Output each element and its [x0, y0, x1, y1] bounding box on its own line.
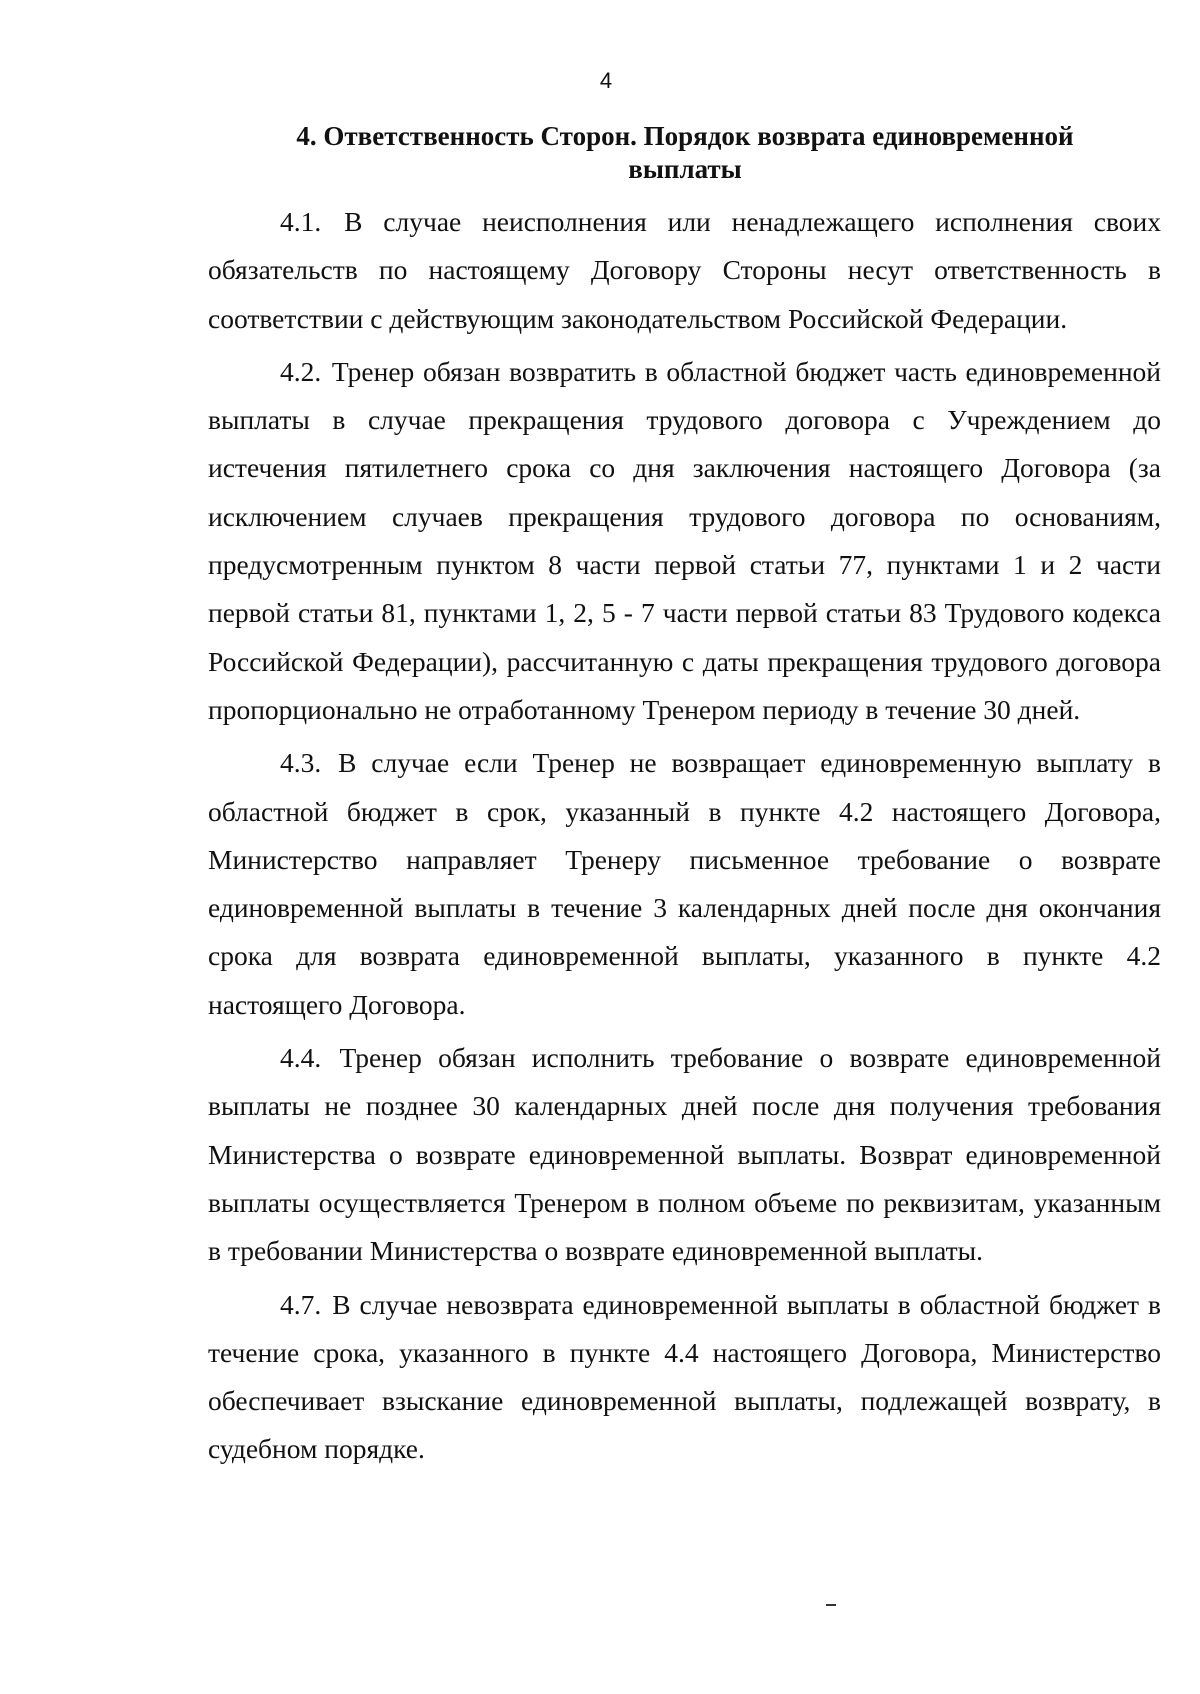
paragraph-4-1: [208, 198, 1161, 343]
paragraph-number: 4.3.: [280, 747, 322, 779]
paragraph-text: В случае если Тренер не возвращает единовременную выплату в областной бюджет в срок, указанный в пункте 4.2 настоящего Договора, Министерство направляет Тренеру письменное требование о возврате единовременной выплаты в течение 3 календарных дней после дня окончания срока для возврата единовременной выплаты, указанного в пункте 4.2 настоящего Договора.: [208, 747, 1162, 1020]
paragraph-4-7: [208, 1281, 1161, 1474]
paragraph-number: 4.2.: [280, 355, 322, 387]
document-body: [208, 198, 1161, 1479]
paragraph-text: Тренер обязан исполнить требование о возврате единовременной выплаты не позднее 30 календарных дней после дня получения требования Министерства о возврате единовременной выплаты. Возврат единовременной выплаты осуществляется Тренером в полном объеме по реквизитам, указанным в требовании Министерства о возврате единовременной выплаты.: [208, 1042, 1161, 1267]
paragraph-number: 4.1.: [280, 206, 322, 237]
paragraph-4-4: [208, 1034, 1161, 1275]
paragraph-number: 4.4.: [280, 1042, 322, 1074]
paragraph-text: В случае неисполнения или ненадлежащего исполнения своих обязательств по настоящему Договору Стороны несут ответственность в соответствии с действующим законодательством Российской Федерации.: [208, 206, 1161, 334]
paragraph-text: Тренер обязан возвратить в областной бюджет часть единовременной выплаты в случае прекращения трудового договора с Учреждением до истечения пятилетнего срока со дня заключения настоящего Договора (за исключением случаев прекращения трудового договора по основаниям, предусмотренным пунктом 8 части первой статьи 77, пунктами 1 и 2 части первой статьи 81, пунктами 1, 2, 5 - 7 части первой статьи 83 Трудового кодекса Российской Федерации), рассчитанную с даты прекращения трудового договора пропорционально не отработанному Тренером периоду в течение 30 дней.: [208, 355, 1161, 725]
paragraph-4-3: [208, 739, 1161, 1029]
paragraph-text: В случае невозврата единовременной выплаты в областной бюджет в течение срока, указанного в пункте 4.4 настоящего Договора, Министерство обеспечивает взыскание единовременной выплаты, подлежащей возврату, в судебном порядке.: [208, 1288, 1161, 1465]
paragraph-4-2: [208, 348, 1161, 734]
section-title: 4. Ответственность Сторон. Порядок возврата единовременной выплаты: [296, 121, 1074, 184]
paragraph-number: 4.7.: [280, 1288, 322, 1320]
page-end-dash: [826, 1604, 836, 1606]
page-number: 4: [599, 68, 613, 93]
